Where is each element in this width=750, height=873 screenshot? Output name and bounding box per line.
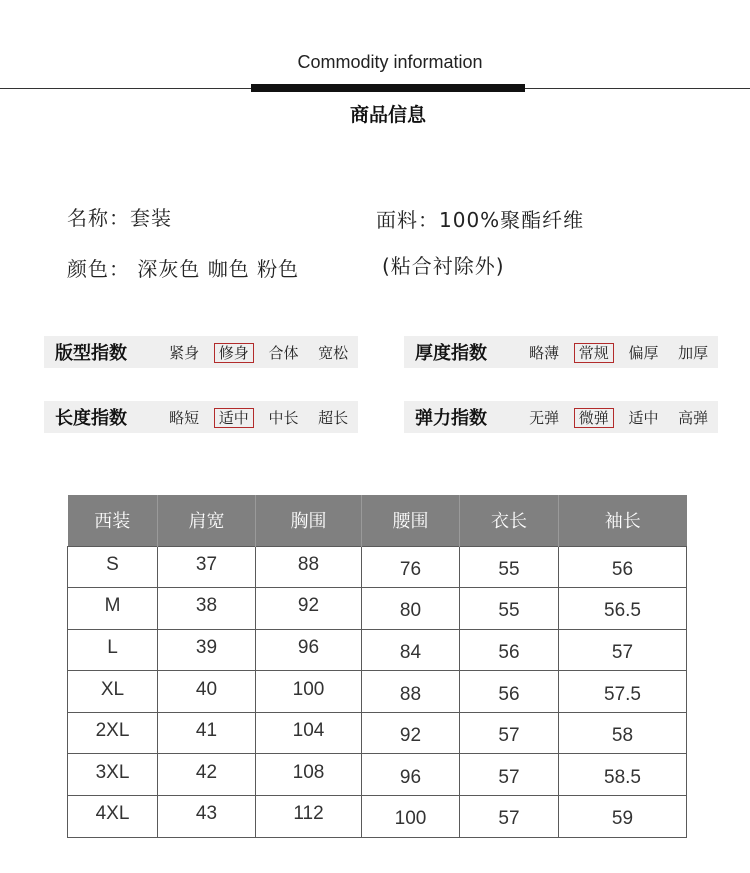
table-cell bbox=[460, 796, 559, 838]
table-cell bbox=[460, 671, 559, 713]
column-header: 西装 bbox=[68, 495, 158, 546]
table-cell bbox=[68, 796, 158, 838]
table-cell bbox=[362, 796, 460, 838]
column-header: 胸围 bbox=[256, 495, 362, 546]
cell-value: 40 bbox=[195, 678, 218, 700]
table-row bbox=[68, 629, 687, 671]
cell-value: 80 bbox=[399, 600, 422, 622]
table-cell bbox=[68, 754, 158, 796]
cell-value: 92 bbox=[399, 725, 422, 747]
table-cell bbox=[158, 796, 256, 838]
cell-value: 96 bbox=[399, 766, 422, 788]
table-cell bbox=[362, 546, 460, 588]
table-cell bbox=[362, 629, 460, 671]
table-cell bbox=[256, 671, 362, 713]
cell-value: 3XL bbox=[95, 761, 130, 783]
cell-value: 58 bbox=[611, 725, 634, 747]
index-option: 偏厚 bbox=[628, 343, 659, 362]
cell-value: 96 bbox=[297, 636, 320, 658]
cell-value: 100 bbox=[394, 808, 427, 830]
index-option-selected: 微弹 bbox=[569, 407, 619, 428]
header-title-en: Commodity information bbox=[297, 52, 483, 72]
cell-value: 108 bbox=[292, 761, 325, 783]
table-cell bbox=[256, 796, 362, 838]
table-cell bbox=[256, 754, 362, 796]
length-index bbox=[44, 401, 358, 433]
cell-value: 2XL bbox=[95, 720, 130, 742]
index-title: 版型指数 bbox=[55, 343, 127, 364]
index-option: 合体 bbox=[268, 343, 299, 362]
index-option-selected: 修身 bbox=[209, 342, 259, 363]
table-cell bbox=[158, 754, 256, 796]
fit-index bbox=[44, 336, 358, 368]
cell-value: 57 bbox=[498, 725, 520, 747]
index-option: 中长 bbox=[268, 408, 299, 427]
index-title: 长度指数 bbox=[55, 408, 127, 429]
table-cell bbox=[68, 712, 158, 754]
cell-value: 37 bbox=[195, 553, 218, 575]
table-cell bbox=[158, 671, 256, 713]
product-fabric: 面料：100%聚酯纤维 bbox=[376, 208, 585, 232]
column-header: 衣长 bbox=[460, 495, 559, 546]
table-cell bbox=[460, 712, 559, 754]
table-cell bbox=[362, 754, 460, 796]
index-title: 弹力指数 bbox=[415, 408, 487, 429]
table-cell bbox=[158, 712, 256, 754]
cell-value: 56 bbox=[498, 683, 520, 705]
column-header: 肩宽 bbox=[158, 495, 256, 546]
cell-value: S bbox=[106, 553, 119, 575]
cell-value: 92 bbox=[297, 595, 320, 617]
index-option: 无弹 bbox=[529, 408, 560, 427]
cell-value: 38 bbox=[195, 595, 218, 617]
cell-value: 57.5 bbox=[604, 683, 641, 705]
cell-value: 55 bbox=[498, 558, 520, 580]
table-cell bbox=[158, 629, 256, 671]
cell-value: 56.5 bbox=[604, 600, 641, 622]
table-row bbox=[68, 796, 687, 838]
table-cell bbox=[362, 712, 460, 754]
cell-value: 4XL bbox=[95, 803, 130, 825]
table-row bbox=[68, 588, 687, 630]
index-option: 加厚 bbox=[678, 343, 709, 362]
table-cell bbox=[158, 546, 256, 588]
cell-value: 88 bbox=[399, 683, 422, 705]
index-option: 高弹 bbox=[678, 408, 709, 427]
cell-value: 56 bbox=[611, 558, 634, 580]
table-cell bbox=[256, 588, 362, 630]
cell-value: M bbox=[104, 595, 121, 617]
cell-value: 56 bbox=[498, 641, 520, 663]
table-cell bbox=[256, 712, 362, 754]
cell-value: 104 bbox=[292, 720, 325, 742]
table-cell bbox=[68, 629, 158, 671]
cell-value: 42 bbox=[195, 761, 218, 783]
table-row bbox=[68, 671, 687, 713]
cell-value: 57 bbox=[498, 766, 520, 788]
product-name: 名称：套装 bbox=[67, 206, 172, 230]
table-cell bbox=[460, 546, 559, 588]
product-colors: 颜色： 深灰色 咖色 粉色 bbox=[67, 257, 300, 281]
cell-value: 84 bbox=[399, 641, 422, 663]
table-cell bbox=[256, 629, 362, 671]
cell-value: 41 bbox=[195, 720, 218, 742]
column-header: 袖长 bbox=[559, 495, 687, 546]
table-cell bbox=[460, 629, 559, 671]
cell-value: 39 bbox=[195, 636, 218, 658]
table-row bbox=[68, 712, 687, 754]
cell-value: L bbox=[107, 636, 118, 658]
cell-value: 100 bbox=[292, 678, 325, 700]
cell-value: 43 bbox=[195, 803, 218, 825]
cell-value: 76 bbox=[399, 558, 422, 580]
index-option: 适中 bbox=[628, 408, 659, 427]
table-row bbox=[68, 546, 687, 588]
table-cell bbox=[559, 588, 687, 630]
index-option: 略薄 bbox=[529, 343, 560, 362]
table-cell bbox=[68, 546, 158, 588]
table-cell bbox=[559, 629, 687, 671]
table-row bbox=[68, 754, 687, 796]
index-option: 宽松 bbox=[318, 343, 349, 362]
index-title: 厚度指数 bbox=[415, 343, 487, 364]
index-option: 超长 bbox=[318, 408, 349, 427]
table-cell bbox=[256, 546, 362, 588]
cell-value: 112 bbox=[293, 803, 324, 825]
cell-value: 88 bbox=[297, 553, 320, 575]
cell-value: XL bbox=[100, 678, 125, 700]
size-table-header bbox=[68, 495, 687, 546]
cell-value: 57 bbox=[498, 808, 520, 830]
cell-value: 57 bbox=[611, 641, 634, 663]
table-cell bbox=[158, 588, 256, 630]
header-accent-bar bbox=[251, 84, 525, 92]
table-cell bbox=[559, 671, 687, 713]
cell-value: 59 bbox=[611, 808, 634, 830]
index-option: 略短 bbox=[169, 408, 200, 427]
table-cell bbox=[559, 796, 687, 838]
table-cell bbox=[460, 754, 559, 796]
index-option-selected: 适中 bbox=[209, 407, 259, 428]
index-option-selected: 常规 bbox=[569, 342, 619, 363]
thickness-index bbox=[404, 336, 718, 368]
header-title-cn: 商品信息 bbox=[349, 104, 426, 126]
size-table bbox=[67, 495, 687, 838]
column-header: 腰围 bbox=[362, 495, 460, 546]
table-cell bbox=[68, 588, 158, 630]
fabric-note: (粘合衬除外) bbox=[382, 254, 505, 278]
table-cell bbox=[559, 546, 687, 588]
table-cell bbox=[559, 712, 687, 754]
cell-value: 55 bbox=[498, 600, 520, 622]
table-cell bbox=[68, 671, 158, 713]
index-option: 紧身 bbox=[169, 343, 200, 362]
table-cell bbox=[559, 754, 687, 796]
cell-value: 58.5 bbox=[604, 766, 641, 788]
table-cell bbox=[362, 671, 460, 713]
table-cell bbox=[460, 588, 559, 630]
table-cell bbox=[362, 588, 460, 630]
elasticity-index bbox=[404, 401, 718, 433]
